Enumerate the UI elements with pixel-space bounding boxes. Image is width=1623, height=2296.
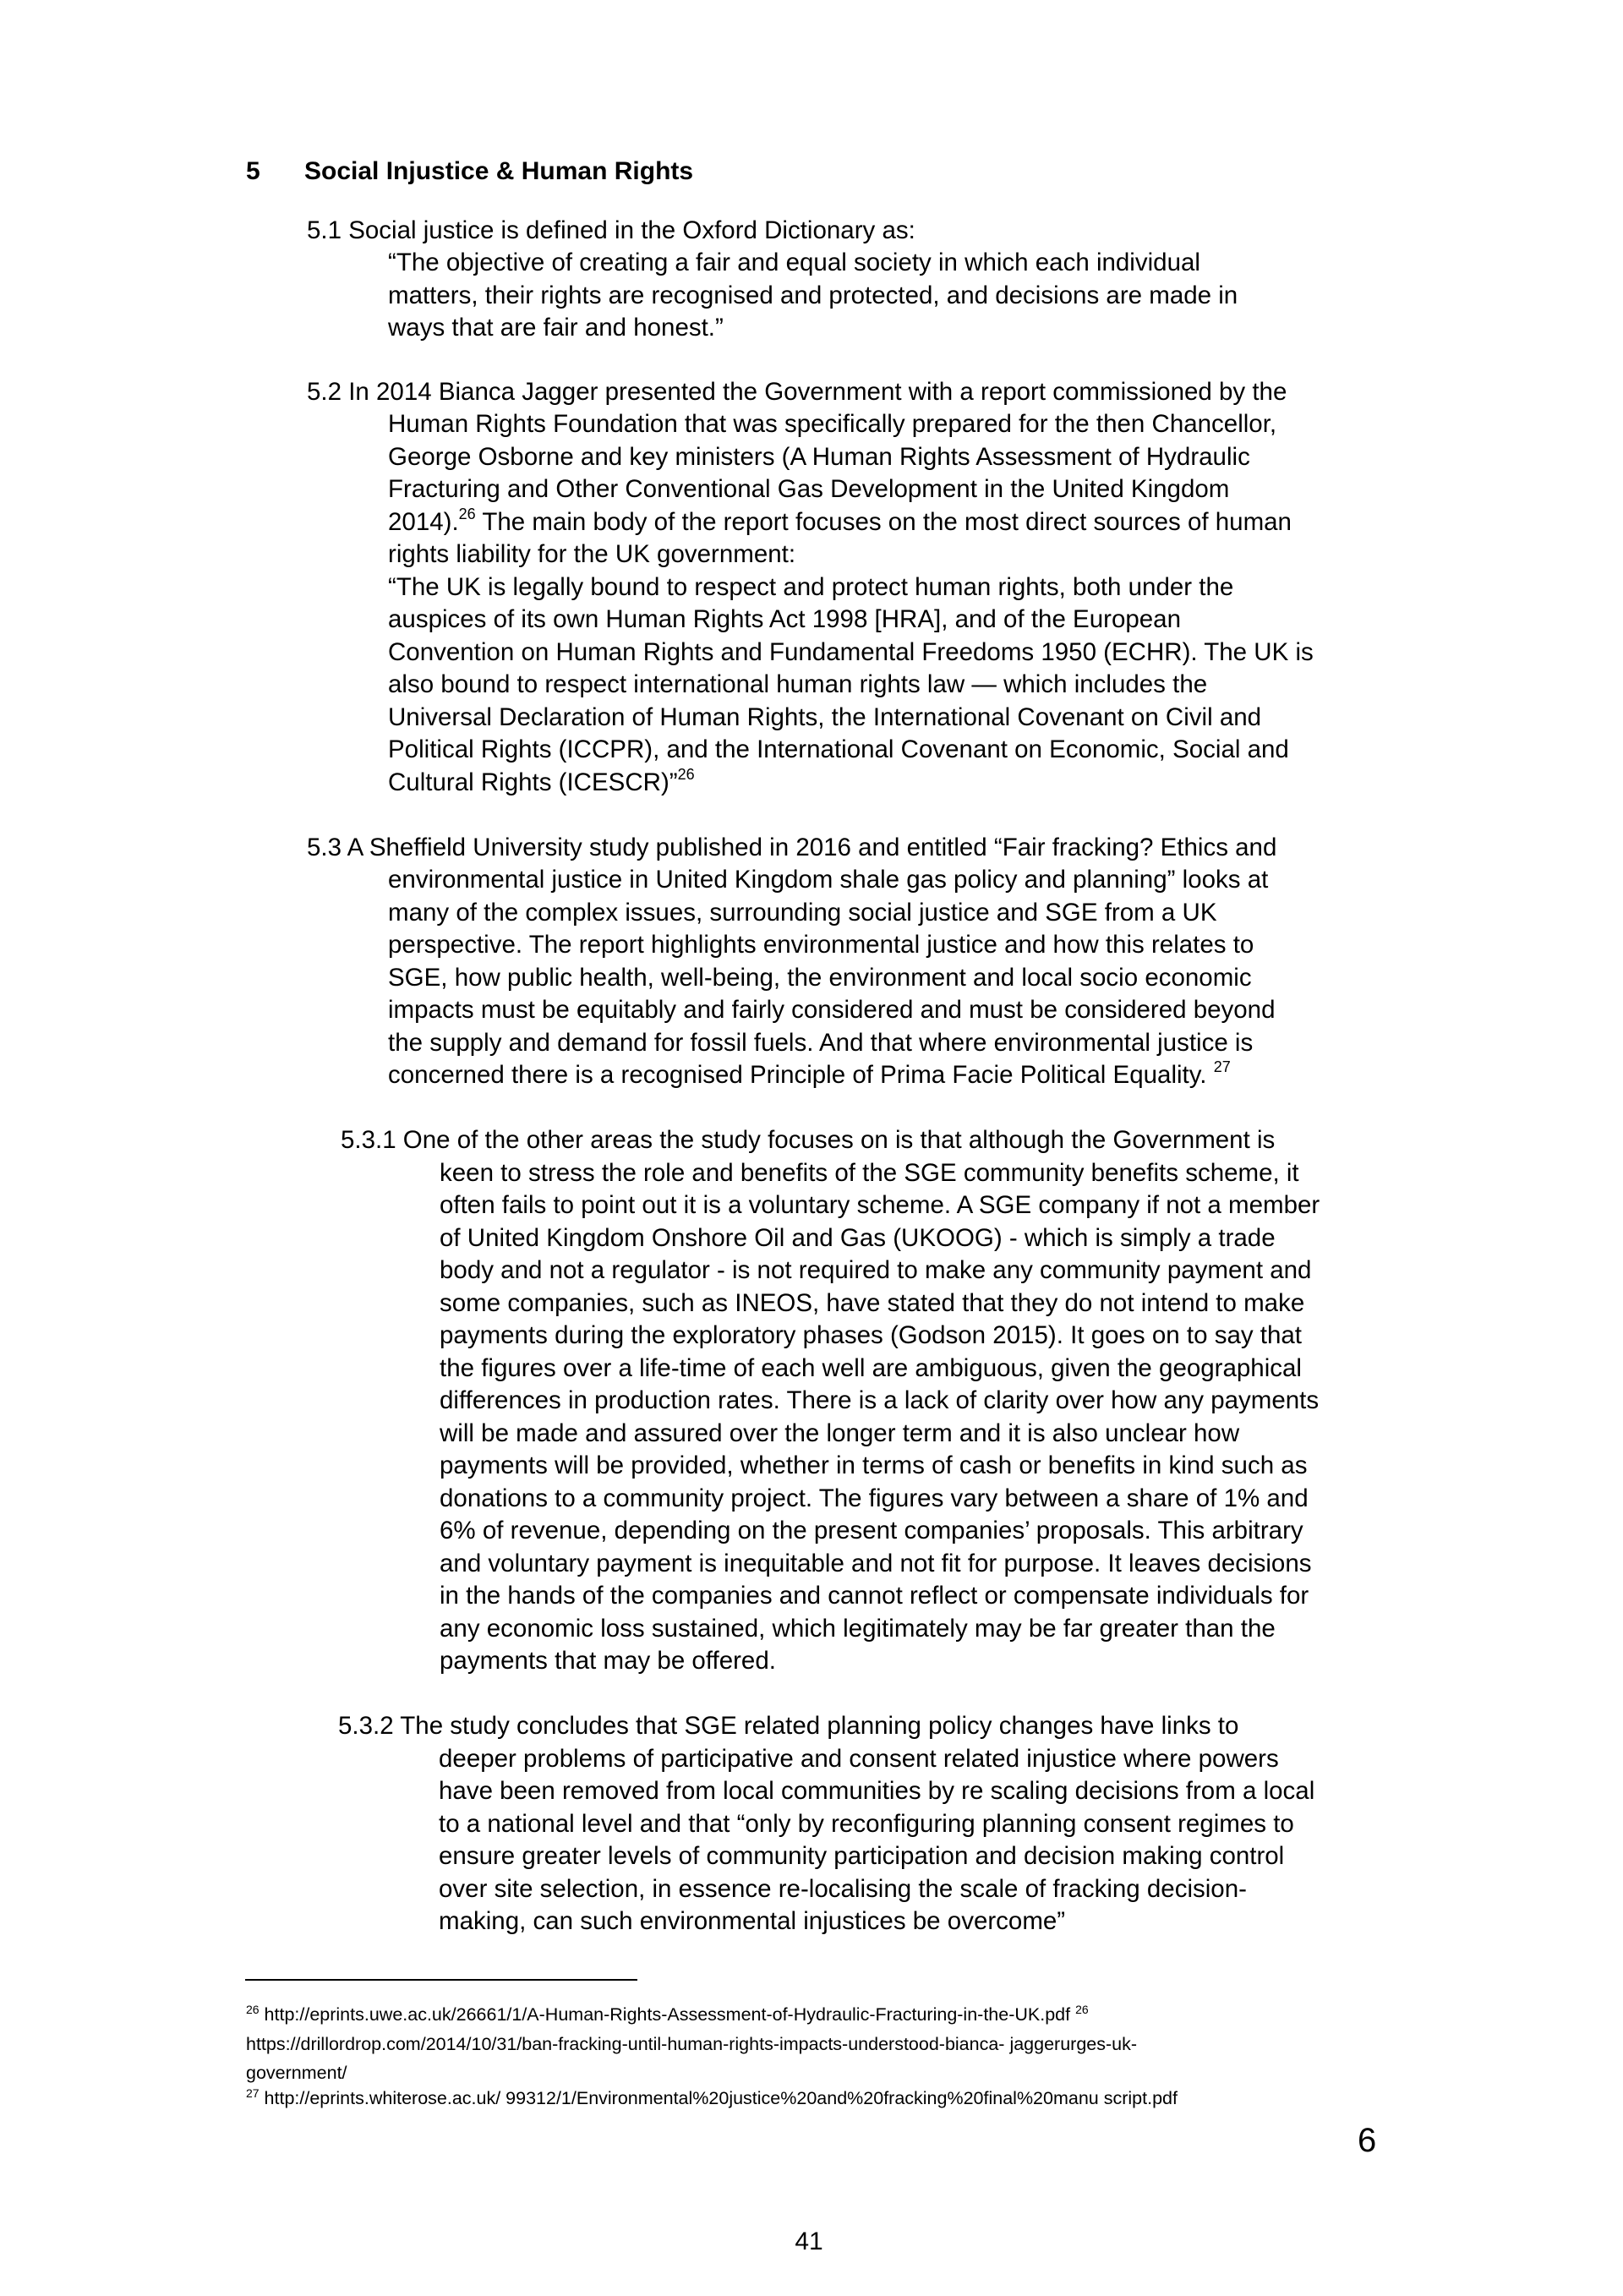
text-line — [439, 1905, 1065, 1938]
page-number: 41 — [795, 2228, 823, 2255]
footnote-line — [246, 2031, 1137, 2057]
text-line — [439, 1775, 1314, 1808]
text-run: any economic loss sustained, which legitimately may be far greater than the — [440, 1614, 1276, 1643]
text-run: George Osborne and key ministers (A Human Rights Assessment of Hydraulic — [388, 442, 1250, 471]
text-run: Cultural Rights (ICESCR)” — [388, 768, 678, 796]
text-run: differences in production rates. There is a lack of clarity over how any payments — [440, 1386, 1320, 1415]
text-run: matters, their rights are recognised and protected, and decisions are made in — [388, 281, 1238, 309]
text-run: to a national level and that “only by reconfiguring planning consent regimes to — [439, 1809, 1294, 1838]
text-line — [440, 1287, 1304, 1320]
text-run: of United Kingdom Onshore Oil and Gas (UKOOG) - which is simply a trade — [440, 1223, 1276, 1252]
text-line — [440, 1418, 1239, 1451]
text-run: 5.1 Social justice is defined in the Oxford Dictionary as: — [307, 216, 915, 244]
text-run: often fails to point out it is a voluntary scheme. A SGE company if not a member — [440, 1191, 1320, 1220]
text-line — [388, 604, 1181, 637]
text-run: 6% of revenue, depending on the present companies’ proposals. This arbitrary — [440, 1517, 1303, 1545]
text-run: Human Rights Foundation that was specifically prepared for the then Chancellor, — [388, 410, 1277, 439]
text-run: also bound to respect international human rights law — which includes the — [388, 670, 1208, 699]
text-line — [439, 1808, 1294, 1841]
text-line — [439, 1840, 1284, 1873]
text-run: concerned there is a recognised Principle of Prima Facie Political Equality. — [388, 1061, 1214, 1090]
text-run: http://eprints.whiterose.ac.uk/ 99312/1/Environmental%20justice%20and%20fracking%20final%20manu script.pdf — [259, 2088, 1178, 2108]
text-run: government/ — [246, 2063, 347, 2083]
text-run: Fracturing and Other Conventional Gas Development in the United Kingdom — [388, 475, 1230, 504]
text-line — [388, 1059, 1231, 1092]
footnote-line — [246, 2060, 347, 2086]
text-line — [440, 1353, 1302, 1386]
text-run: environmental justice in United Kingdom shale gas policy and planning” looks at — [388, 866, 1269, 894]
text-run: ensure greater levels of community participation and decision making control — [439, 1842, 1285, 1871]
text-line — [440, 1157, 1299, 1190]
text-run: in the hands of the companies and cannot reflect or compensate individuals for — [440, 1582, 1309, 1610]
text-run: impacts must be equitably and fairly considered and must be considered beyond — [388, 996, 1276, 1025]
text-run: some companies, such as INEOS, have stated that they do not intend to make — [440, 1288, 1305, 1317]
text-line — [388, 734, 1289, 767]
text-run: http://eprints.uwe.ac.uk/26661/1/A-Human-Rights-Assessment-of-Hydraulic-Fracturing-in-the-UK.pdf — [259, 2004, 1076, 2025]
text-run: perspective. The report highlights environmental justice and how this relates to — [388, 931, 1254, 959]
text-line — [440, 1548, 1311, 1581]
text-line — [440, 1613, 1276, 1646]
text-line — [440, 1255, 1311, 1287]
text-line — [439, 1743, 1279, 1776]
text-line — [388, 669, 1207, 702]
text-line — [307, 215, 915, 248]
text-run: payments that may be offered. — [440, 1647, 776, 1676]
text-run: donations to a community project. The figures vary between a share of 1% and — [440, 1484, 1309, 1512]
text-line — [440, 1450, 1307, 1483]
text-line — [388, 929, 1254, 962]
text-line — [388, 247, 1200, 280]
text-line — [388, 408, 1276, 441]
footnote-reference: 26 — [1075, 2002, 1089, 2016]
text-run: have been removed from local communities by re scaling decisions from a local — [439, 1777, 1315, 1806]
text-line — [307, 832, 1276, 865]
text-line — [388, 864, 1268, 897]
section-page-number: 6 — [1358, 2122, 1377, 2159]
footnote-reference: 27 — [246, 2086, 260, 2100]
text-line — [440, 1320, 1302, 1353]
text-line — [388, 571, 1233, 604]
text-run: ways that are fair and honest.” — [388, 314, 724, 342]
text-run: 2014). — [388, 507, 459, 536]
text-run: 5.2 In 2014 Bianca Jagger presented the Government with a report commissioned by the — [307, 377, 1287, 406]
text-run: 5.3.1 One of the other areas the study focuses on is that although the Government is — [341, 1126, 1276, 1155]
text-run: 5.3 A Sheffield University study published in 2016 and entitled “Fair fracking? Ethics and — [307, 833, 1277, 861]
text-line — [388, 441, 1250, 474]
text-line — [388, 473, 1229, 506]
text-run: the supply and demand for fossil fuels. And that where environmental justice is — [388, 1028, 1254, 1057]
text-line — [388, 312, 724, 345]
text-line — [388, 897, 1217, 930]
text-line — [440, 1645, 776, 1678]
footnote-line — [246, 2086, 1178, 2111]
text-run: The main body of the report focuses on the most direct sources of human — [475, 507, 1292, 536]
text-run: 5.3.2 The study concludes that SGE related planning policy changes have links to — [338, 1712, 1239, 1741]
text-run: SGE, how public health, well-being, the environment and local socio economic — [388, 963, 1252, 992]
text-line — [307, 376, 1287, 409]
section-title: Social Injustice & Human Rights — [304, 157, 694, 185]
footnote-reference: 27 — [1213, 1058, 1231, 1076]
text-line — [388, 506, 1292, 539]
text-run: rights liability for the UK government: — [388, 540, 796, 569]
text-line — [440, 1385, 1319, 1418]
text-run: Universal Declaration of Human Rights, the International Covenant on Civil and — [388, 702, 1262, 731]
text-run: https://drillordrop.com/2014/10/31/ban-fracking-until-human-rights-impacts-understood-bianca- jaggerurges-uk- — [246, 2034, 1138, 2054]
footnote-reference: 26 — [677, 765, 695, 783]
footnote-line — [246, 2002, 1089, 2027]
text-line — [440, 1580, 1309, 1613]
text-run: the figures over a life-time of each well are ambiguous, given the geographical — [440, 1353, 1302, 1382]
text-run: auspices of its own Human Rights Act 1998 [HRA], and of the European — [388, 605, 1181, 634]
text-run: many of the complex issues, surrounding social justice and SGE from a UK — [388, 898, 1217, 927]
footnote-reference: 26 — [458, 505, 476, 522]
text-line — [440, 1515, 1303, 1548]
text-line — [388, 767, 695, 800]
text-line — [440, 1483, 1309, 1516]
text-line — [338, 1710, 1238, 1743]
text-line — [388, 1027, 1253, 1060]
text-run: deeper problems of participative and consent related injustice where powers — [439, 1744, 1279, 1773]
text-run: body and not a regulator - is not required to make any community payment and — [440, 1256, 1312, 1285]
text-line — [388, 962, 1252, 995]
footnote-divider — [245, 1979, 637, 1981]
text-line — [341, 1124, 1275, 1157]
text-run: and voluntary payment is inequitable and not fit for purpose. It leaves decisions — [440, 1549, 1312, 1577]
text-line — [388, 280, 1238, 313]
footnote-reference: 26 — [246, 2002, 260, 2016]
text-run: “The objective of creating a fair and equal society in which each individual — [388, 249, 1200, 277]
text-run: payments during the exploratory phases (Godson 2015). It goes on to say that — [440, 1321, 1302, 1350]
text-run: Political Rights (ICCPR), and the International Covenant on Economic, Social and — [388, 735, 1289, 764]
text-run: keen to stress the role and benefits of the SGE community benefits scheme, it — [440, 1158, 1299, 1187]
text-line — [388, 994, 1276, 1027]
text-line — [388, 637, 1314, 670]
text-run: over site selection, in essence re-localising the scale of fracking decision- — [439, 1874, 1247, 1903]
text-run: making, can such environmental injustices be overcome” — [439, 1907, 1066, 1936]
text-line — [439, 1873, 1247, 1906]
text-run: will be made and assured over the longer term and it is also unclear how — [440, 1419, 1240, 1447]
text-line — [440, 1189, 1320, 1222]
text-line — [440, 1222, 1276, 1255]
text-line — [388, 538, 795, 571]
text-line — [388, 702, 1261, 735]
text-run: payments will be provided, whether in terms of cash or benefits in kind such as — [440, 1451, 1308, 1480]
text-run: Convention on Human Rights and Fundamental Freedoms 1950 (ECHR). The UK is — [388, 637, 1314, 666]
text-run: “The UK is legally bound to respect and protect human rights, both under the — [388, 572, 1234, 601]
section-number: 5 — [246, 157, 260, 185]
